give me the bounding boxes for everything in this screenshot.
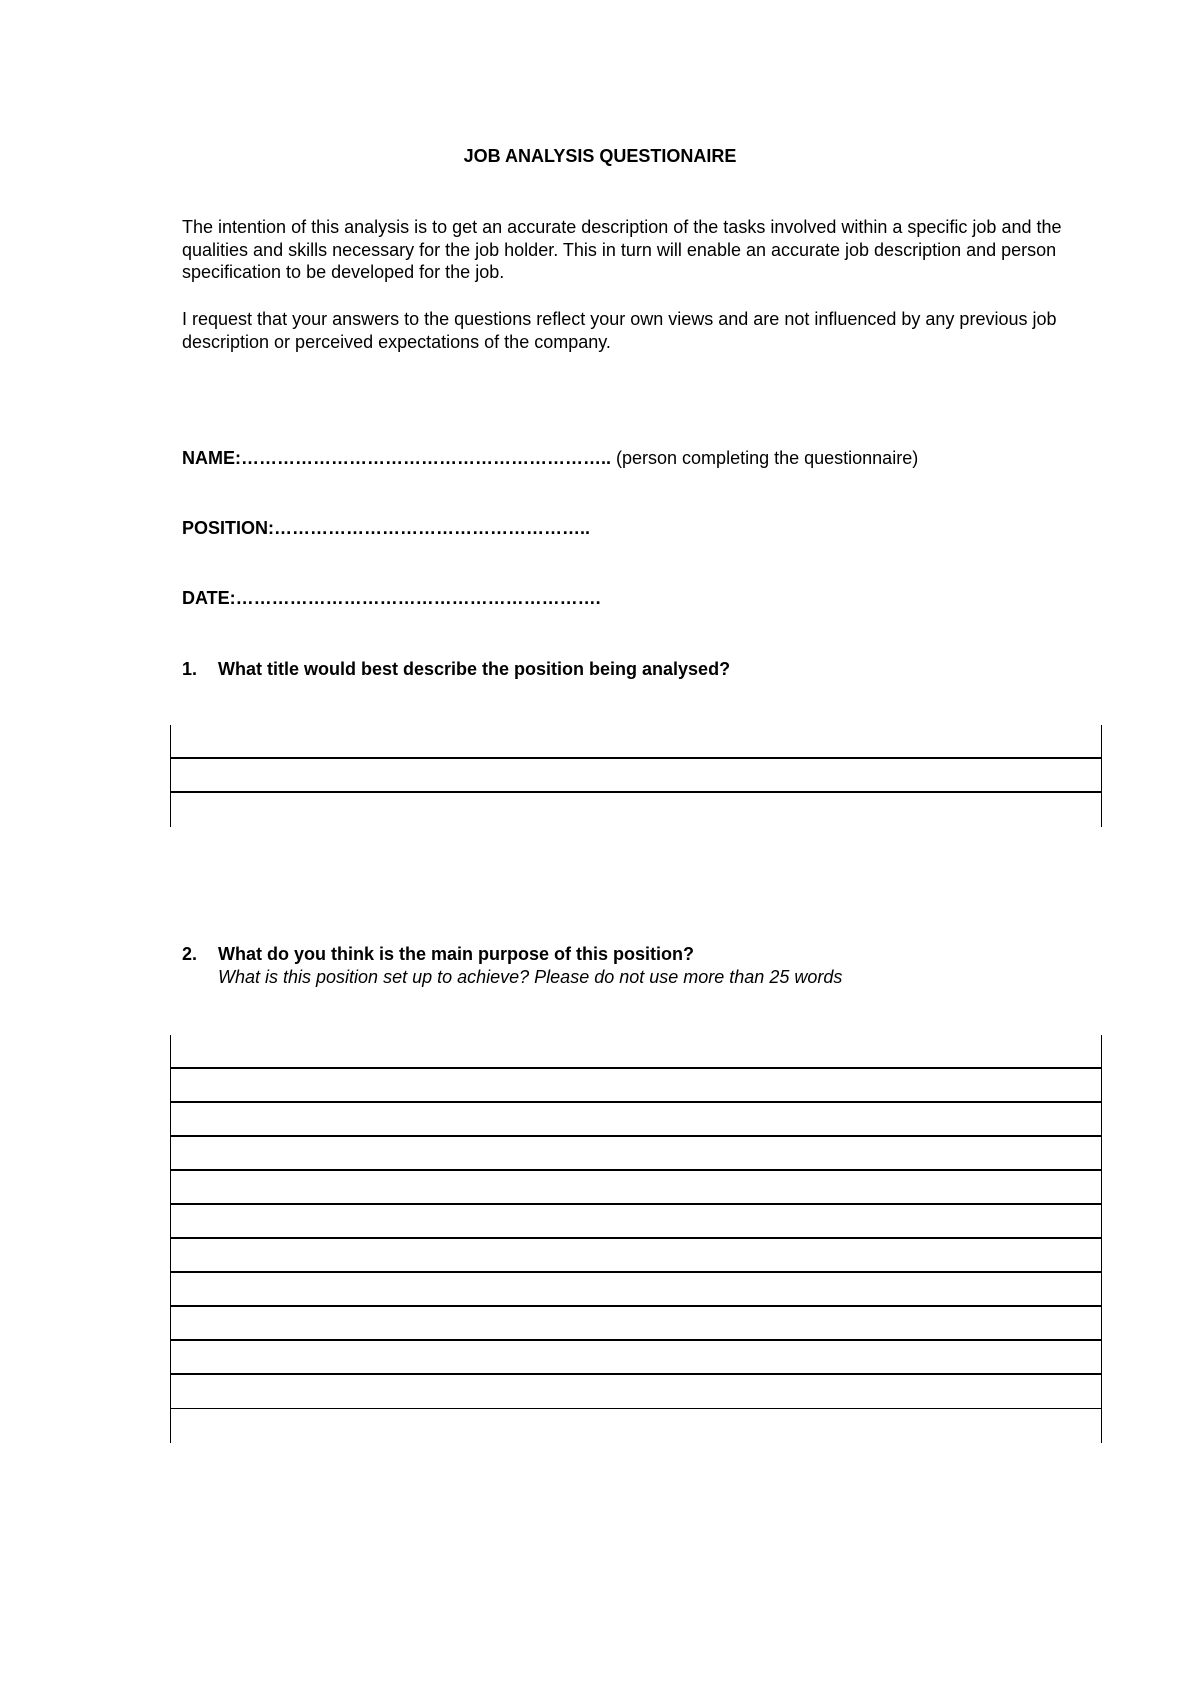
answer-line[interactable]	[171, 1375, 1101, 1409]
intro-paragraph-1: The intention of this analysis is to get an accurate description of the tasks involved within a specific job and the qualities and skills necessary for the job holder. This in turn will enable an accurate job description and person specification to be developed for the job.	[182, 217, 1062, 282]
question-text: What do you think is the main purpose of this position?	[218, 944, 694, 964]
question-1	[182, 658, 730, 681]
question-number: 1.	[182, 659, 198, 679]
date-field[interactable]	[182, 588, 601, 609]
answer-box-question-2[interactable]	[170, 1035, 1102, 1443]
date-blank[interactable]: …………………………………………………….	[235, 588, 601, 608]
answer-box-question-1[interactable]	[170, 725, 1102, 827]
question-subtext: What is this position set up to achieve? Please do not use more than 25 words	[218, 966, 843, 987]
answer-line[interactable]	[171, 1409, 1101, 1443]
answer-line[interactable]	[171, 1239, 1101, 1273]
document-title: JOB ANALYSIS QUESTIONAIRE	[463, 146, 737, 166]
position-field[interactable]	[182, 518, 590, 539]
name-field[interactable]	[182, 448, 918, 469]
answer-line[interactable]	[171, 1171, 1101, 1205]
question-number: 2.	[182, 944, 198, 964]
answer-line[interactable]	[171, 725, 1101, 759]
question-text: What title would best describe the position being analysed?	[218, 659, 731, 679]
position-blank[interactable]: ……………………………………………..	[274, 518, 591, 538]
name-note: (person completing the questionnaire)	[611, 448, 919, 468]
answer-line[interactable]	[171, 1341, 1101, 1375]
answer-line[interactable]	[171, 793, 1101, 827]
position-label: POSITION:	[182, 518, 275, 538]
answer-line[interactable]	[171, 1103, 1101, 1137]
name-blank[interactable]: ……………………………………………………..	[241, 448, 612, 468]
question-2	[182, 943, 842, 988]
intro-paragraph-2: I request that your answers to the questions reflect your own views and are not influenced by any previous job description or perceived expectations of the company.	[182, 309, 1057, 352]
answer-line[interactable]	[171, 1205, 1101, 1239]
date-label: DATE:	[182, 588, 236, 608]
answer-line[interactable]	[171, 1137, 1101, 1171]
answer-line[interactable]	[171, 1273, 1101, 1307]
answer-line[interactable]	[171, 1035, 1101, 1069]
answer-line[interactable]	[171, 1069, 1101, 1103]
name-label: NAME:	[182, 448, 241, 468]
answer-line[interactable]	[171, 759, 1101, 793]
answer-line[interactable]	[171, 1307, 1101, 1341]
